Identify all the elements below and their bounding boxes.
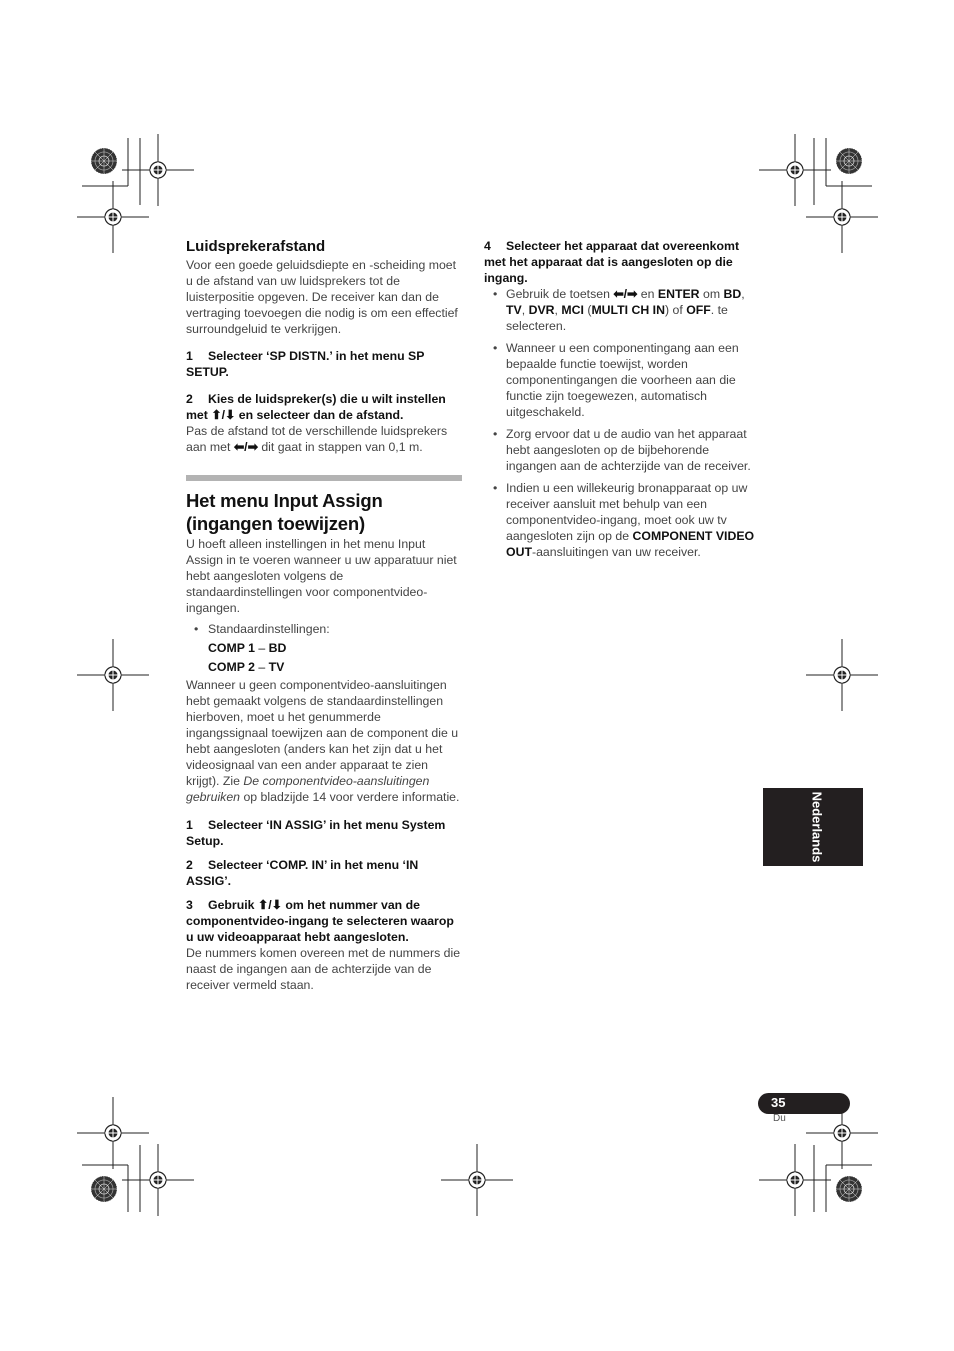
input-assign-step-3-body: De nummers komen overeen met de nummers die naast de ingangen aan de achterzijde van de receiver vermeld staan. <box>186 946 461 992</box>
input-assign-step-1: 1 Selecteer ‘IN ASSIG’ in het menu System Setup. <box>186 818 446 848</box>
input-assign-step-3: 3 Gebruik ⬆/⬇ om het nummer van de componentvideo-ingang te selecteren waarop u uw videoapparaat hebt aangesloten. <box>186 898 454 944</box>
default-assignment-2: COMP 2 – TV <box>208 660 285 674</box>
speaker-distance-intro: Voor een goede geluidsdiepte en -scheiding moet u de afstand van uw luidsprekers tot de luisterpositie opgeven. De receiver kan dan de vertraging toevoegen die nodig is om een effectief surroundgeluid te verkrijgen. <box>186 258 458 336</box>
page-language-code: Du <box>773 1113 786 1124</box>
language-side-tab-label: Nederlands <box>809 791 825 863</box>
input-assign-intro: U hoeft alleen instellingen in het menu Input Assign in te voeren wanneer u uw apparatuur niet hebt aangesloten volgens de standaardinstellingen voor componentvideo-ingangen. <box>186 537 457 615</box>
language-side-tab <box>763 788 863 866</box>
input-assign-body: Wanneer u geen componentvideo-aansluitingen hebt gemaakt volgens de standaardinstellingen hierboven, moet u het genummerde ingangssignaal toewijzen aan de component die u hebt aangesloten (anders kan het zijn dat u het videosignaal van een ander apparaat te zien krijgt). Zie De componentvideo-aansluitingen gebruiken op bladzijde 14 voor verdere informatie. <box>186 678 460 804</box>
speaker-distance-step-2: 2 Kies de luidspreker(s) die u wilt instellen met ⬆/⬇ en selecteer dan de afstand. <box>186 392 446 422</box>
speaker-distance-step-1: 1 Selecteer ‘SP DISTN.’ in het menu SP SETUP. <box>186 349 425 379</box>
section-title-speaker-distance: Luidsprekerafstand <box>186 238 326 255</box>
up-down-arrows-icon: ⬆/⬇ <box>257 898 282 912</box>
page-number: 35 <box>771 1095 786 1110</box>
input-assign-step-4: 4 Selecteer het apparaat dat overeenkomt met het apparaat dat is aangesloten op die ingang. <box>484 239 740 285</box>
left-right-arrows-icon: ⬅/➡ <box>233 440 258 454</box>
default-assignment-1: COMP 1 – BD <box>208 641 287 655</box>
page-number-badge <box>758 1093 850 1114</box>
step-4-bullet-audio: • Zorg ervoor dat u de audio van het apparaat hebt aangesloten op de bijbehorende ingangen aan de achterzijde van de receiver. <box>484 426 758 474</box>
section-divider-bar <box>186 475 462 481</box>
left-right-arrows-icon: ⬅/➡ <box>613 287 638 301</box>
defaults-bullet: • Standaardinstellingen: <box>186 621 462 637</box>
section-title-input-assign: Het menu Input Assign (ingangen toewijzen) <box>186 490 383 534</box>
right-column <box>484 238 758 566</box>
input-assign-step-2: 2 Selecteer ‘COMP. IN’ in het menu ‘IN ASSIG’. <box>186 858 419 888</box>
step-4-bullet-component-out: • Indien u een willekeurig bronapparaat op uw receiver aansluit met behulp van een componentvideo-ingang, moet ook uw tv aangesloten zijn op de COMPONENT VIDEO OUT-aansluitingen van uw receiver. <box>484 480 758 560</box>
left-column <box>186 238 462 993</box>
up-down-arrows-icon: ⬆/⬇ <box>211 408 236 422</box>
step-4-bullet-reassign: • Wanneer u een componentingang aan een bepaalde functie toewijst, worden componentingangen die voorheen aan die functie zijn toegewezen, automatisch uitgeschakeld. <box>484 340 758 420</box>
speaker-distance-step-2-body: Pas de afstand tot de verschillende luidsprekers aan met ⬅/➡ dit gaat in stappen van 0,1 m. <box>186 424 448 454</box>
default-assignments <box>186 639 462 677</box>
step-4-bullet-keys: • Gebruik de toetsen ⬅/➡ en ENTER om BD, TV, DVR, MCI (MULTI CH IN) of OFF. te selecteren. <box>484 286 758 334</box>
